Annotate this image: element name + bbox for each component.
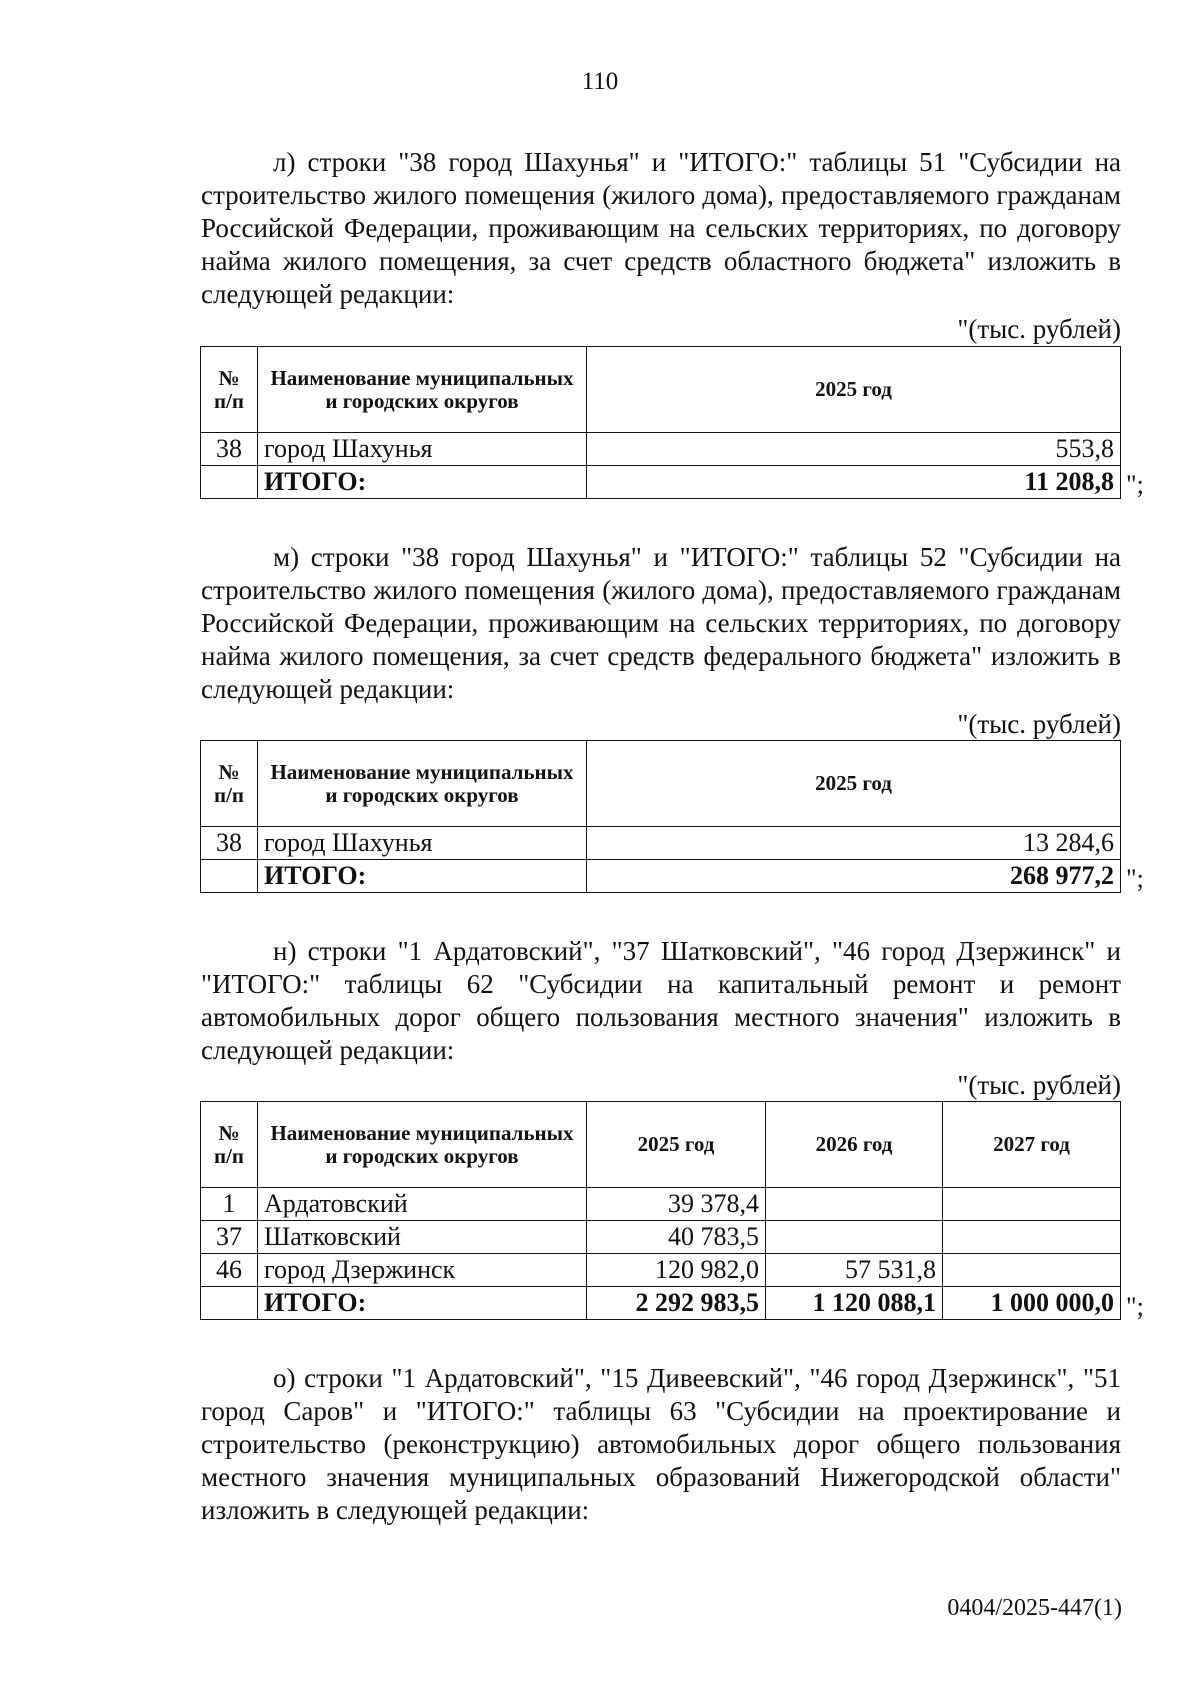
col-name-header: Наименование муниципальных и городских округов xyxy=(258,347,587,433)
col-year-header: 2025 год xyxy=(587,741,1121,827)
row-value xyxy=(943,1221,1121,1254)
row-name: ИТОГО: xyxy=(258,860,587,893)
col-name-header: Наименование муниципальных и городских округов xyxy=(258,1102,587,1188)
row-num xyxy=(201,860,258,893)
row-num: 38 xyxy=(201,827,258,860)
section-n-unit-label: "(тыс. рублей) xyxy=(957,1070,1121,1100)
row-value: 553,8 xyxy=(587,433,1121,466)
table-total-row xyxy=(201,1287,1121,1320)
section-o-text: о) строки "1 Ардатовский", "15 Дивеевский", "46 город Дзержинск", "51 город Саров" и "ИТОГО:" таблицы 63 "Субсидии на проектирование и строительство (реконструкцию) автомобильных дорог общего пользования местного значения муниципальных образований Нижегородской области" изложить в следующей редакции: xyxy=(201,1363,1121,1525)
table-header-row xyxy=(201,347,1121,433)
row-num: 37 xyxy=(201,1221,258,1254)
section-m-text: м) строки "38 город Шахунья" и "ИТОГО:" таблицы 52 "Субсидии на строительство жилого помещения (жилого дома), предоставляемого гражданам Российской Федерации, проживающим на сельских территориях, по договору найма жилого помещения, за счет средств федерального бюджета" изложить в следующей редакции: xyxy=(201,542,1121,704)
row-name: Ардатовский xyxy=(258,1188,587,1221)
table-total-row xyxy=(201,466,1121,499)
col-num-header: № п/п xyxy=(201,347,258,433)
row-value: 13 284,6 xyxy=(587,827,1121,860)
row-name: город Шахунья xyxy=(258,827,587,860)
section-n-closer: "; xyxy=(1126,1292,1144,1321)
row-value: 1 000 000,0 xyxy=(943,1287,1121,1320)
table-row xyxy=(201,433,1121,466)
row-value: 40 783,5 xyxy=(587,1221,766,1254)
row-name: ИТОГО: xyxy=(258,466,587,499)
document-id: 0404/2025-447(1) xyxy=(947,1595,1122,1621)
row-value: 268 977,2 xyxy=(587,860,1121,893)
section-l-closer: "; xyxy=(1126,470,1144,499)
col-year-header: 2027 год xyxy=(943,1102,1121,1188)
col-name-header: Наименование муниципальных и городских округов xyxy=(258,741,587,827)
row-num: 46 xyxy=(201,1254,258,1287)
table-total-row xyxy=(201,860,1121,893)
row-value: 39 378,4 xyxy=(587,1188,766,1221)
table-header-row xyxy=(201,741,1121,827)
row-name: ИТОГО: xyxy=(258,1287,587,1320)
table-51 xyxy=(200,346,1121,499)
table-row xyxy=(201,1188,1121,1221)
col-num-header: № п/п xyxy=(201,1102,258,1188)
page-number: 110 xyxy=(581,68,619,95)
row-value xyxy=(766,1221,943,1254)
table-header-row xyxy=(201,1102,1121,1188)
section-l-text: л) строки "38 город Шахунья" и "ИТОГО:" таблицы 51 "Субсидии на строительство жилого помещения (жилого дома), предоставляемого гражданам Российской Федерации, проживающим на сельских территориях, по договору найма жилого помещения, за счет средств областного бюджета" изложить в следующей редакции: xyxy=(201,147,1121,309)
table-52 xyxy=(200,740,1121,893)
col-year-header: 2025 год xyxy=(587,1102,766,1188)
section-l-unit-label: "(тыс. рублей) xyxy=(957,314,1121,344)
row-value: 120 982,0 xyxy=(587,1254,766,1287)
table-row xyxy=(201,1254,1121,1287)
table-row xyxy=(201,1221,1121,1254)
row-value: 57 531,8 xyxy=(766,1254,943,1287)
row-value xyxy=(943,1254,1121,1287)
section-m-closer: "; xyxy=(1126,864,1144,893)
row-name: город Шахунья xyxy=(258,433,587,466)
row-value xyxy=(943,1188,1121,1221)
row-value: 1 120 088,1 xyxy=(766,1287,943,1320)
row-name: город Дзержинск xyxy=(258,1254,587,1287)
row-name: Шатковский xyxy=(258,1221,587,1254)
row-value: 2 292 983,5 xyxy=(587,1287,766,1320)
row-num: 1 xyxy=(201,1188,258,1221)
row-num xyxy=(201,466,258,499)
row-value xyxy=(766,1188,943,1221)
col-num-header: № п/п xyxy=(201,741,258,827)
col-year-header: 2026 год xyxy=(766,1102,943,1188)
row-num xyxy=(201,1287,258,1320)
row-num: 38 xyxy=(201,433,258,466)
section-n-text: н) строки "1 Ардатовский", "37 Шатковский", "46 город Дзержинск" и "ИТОГО:" таблицы 62 "Субсидии на капитальный ремонт и ремонт автомобильных дорог общего пользования местного значения" изложить в следующей редакции: xyxy=(201,936,1121,1065)
section-m-unit-label: "(тыс. рублей) xyxy=(957,709,1121,739)
table-row xyxy=(201,827,1121,860)
row-value: 11 208,8 xyxy=(587,466,1121,499)
table-62 xyxy=(200,1101,1121,1320)
col-year-header: 2025 год xyxy=(587,347,1121,433)
